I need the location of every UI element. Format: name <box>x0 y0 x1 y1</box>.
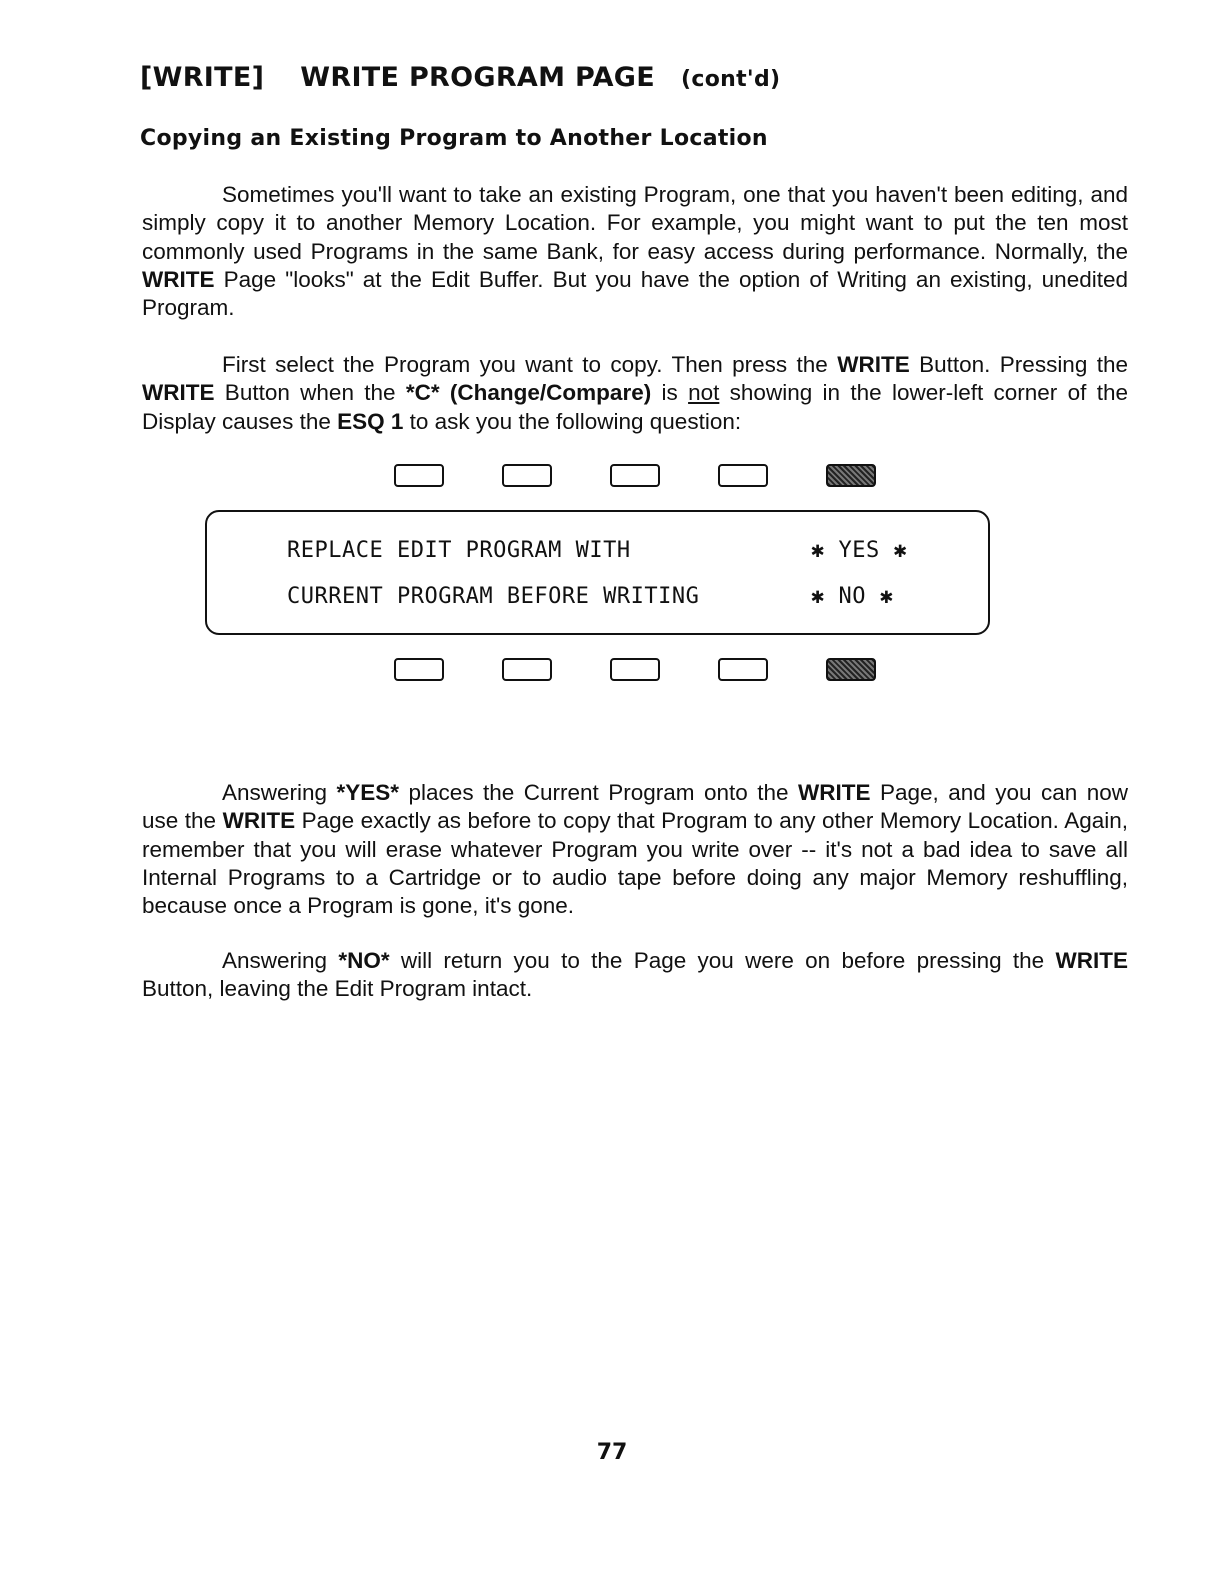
paragraph-intro <box>142 181 1128 322</box>
lcd-option-no: ✱ NO ✱ <box>811 584 894 609</box>
lcd-option-yes: ✱ YES ✱ <box>811 538 908 563</box>
p4-text: Button, leaving the Edit Program intact. <box>142 976 533 1002</box>
p2-text: Button when the <box>214 380 406 406</box>
p2-bold: WRITE <box>837 352 910 377</box>
lcd-display <box>205 510 990 635</box>
section-subheading: Copying an Existing Program to Another Location <box>140 126 768 151</box>
p1-text2: Page "looks" at the Edit Buffer. But you have the option of Writing an existing, unedited Program. <box>142 266 1128 321</box>
soft-button <box>394 658 444 681</box>
lcd-line-1: REPLACE EDIT PROGRAM WITH <box>287 538 631 563</box>
p4-text: Answering <box>222 948 339 973</box>
p2-text: Button. Pressing the <box>909 352 1129 377</box>
page-header <box>140 62 780 93</box>
soft-button-row-bottom <box>394 658 894 688</box>
header-key: [WRITE] <box>140 62 265 93</box>
soft-button <box>610 658 660 681</box>
soft-button <box>394 464 444 487</box>
p3-bold: *YES* <box>336 780 400 805</box>
paragraph-instructions <box>142 351 1128 436</box>
soft-button <box>718 464 768 487</box>
p2-text: is <box>651 380 689 406</box>
p4-bold: WRITE <box>1055 948 1128 973</box>
p3-bold: WRITE <box>798 780 871 805</box>
p2-text: to ask you the following question: <box>403 408 742 434</box>
soft-button-row-top <box>394 464 894 494</box>
soft-button-active <box>826 658 876 681</box>
p1-bold-write: WRITE <box>142 266 215 292</box>
p3-text: places the Current Program onto the <box>399 780 798 805</box>
header-section: WRITE PROGRAM PAGE <box>300 62 656 93</box>
p3-bold: WRITE <box>222 808 296 834</box>
p2-text: showing in the lower-left corner of the Display causes the <box>142 380 1128 434</box>
p3-text: Answering <box>222 780 337 805</box>
p4-bold: *NO* <box>338 948 390 973</box>
p2-bold: *C* (Change/Compare) <box>405 380 652 406</box>
soft-button <box>610 464 660 487</box>
soft-button <box>502 658 552 681</box>
p1-text: Sometimes you'll want to take an existing Program, one that you haven't been editing, and simply copy it to another Memory Location. For example, you might want to put the ten most commonly used Programs in the same Bank, for easy access during performance. Normally, the <box>142 182 1128 264</box>
paragraph-no-answer <box>142 947 1128 1004</box>
p2-underline: not <box>688 380 720 406</box>
page-number: 77 <box>596 1440 628 1465</box>
soft-button-active <box>826 464 876 487</box>
paragraph-yes-answer <box>142 779 1128 920</box>
p2-text: First select the Program you want to copy. Then press the <box>222 352 838 377</box>
p3-text: Page, and you can now use the <box>142 780 1128 834</box>
soft-button <box>502 464 552 487</box>
p2-bold: ESQ 1 <box>337 408 404 434</box>
p4-text: will return you to the Page you were on before pressing the <box>389 948 1056 973</box>
header-contd: (cont'd) <box>681 67 781 92</box>
p3-text: Page exactly as before to copy that Program to any other Memory Location. Again, remember that you will erase whatever Program you write over -- it's not a bad idea to save all Internal Programs to a Cartridge or to audio tape before doing any major Memory reshuffling, because once a Program is gone, it's gone. <box>142 808 1128 919</box>
soft-button <box>718 658 768 681</box>
p2-bold: WRITE <box>142 380 215 406</box>
lcd-line-2: CURRENT PROGRAM BEFORE WRITING <box>287 584 700 609</box>
